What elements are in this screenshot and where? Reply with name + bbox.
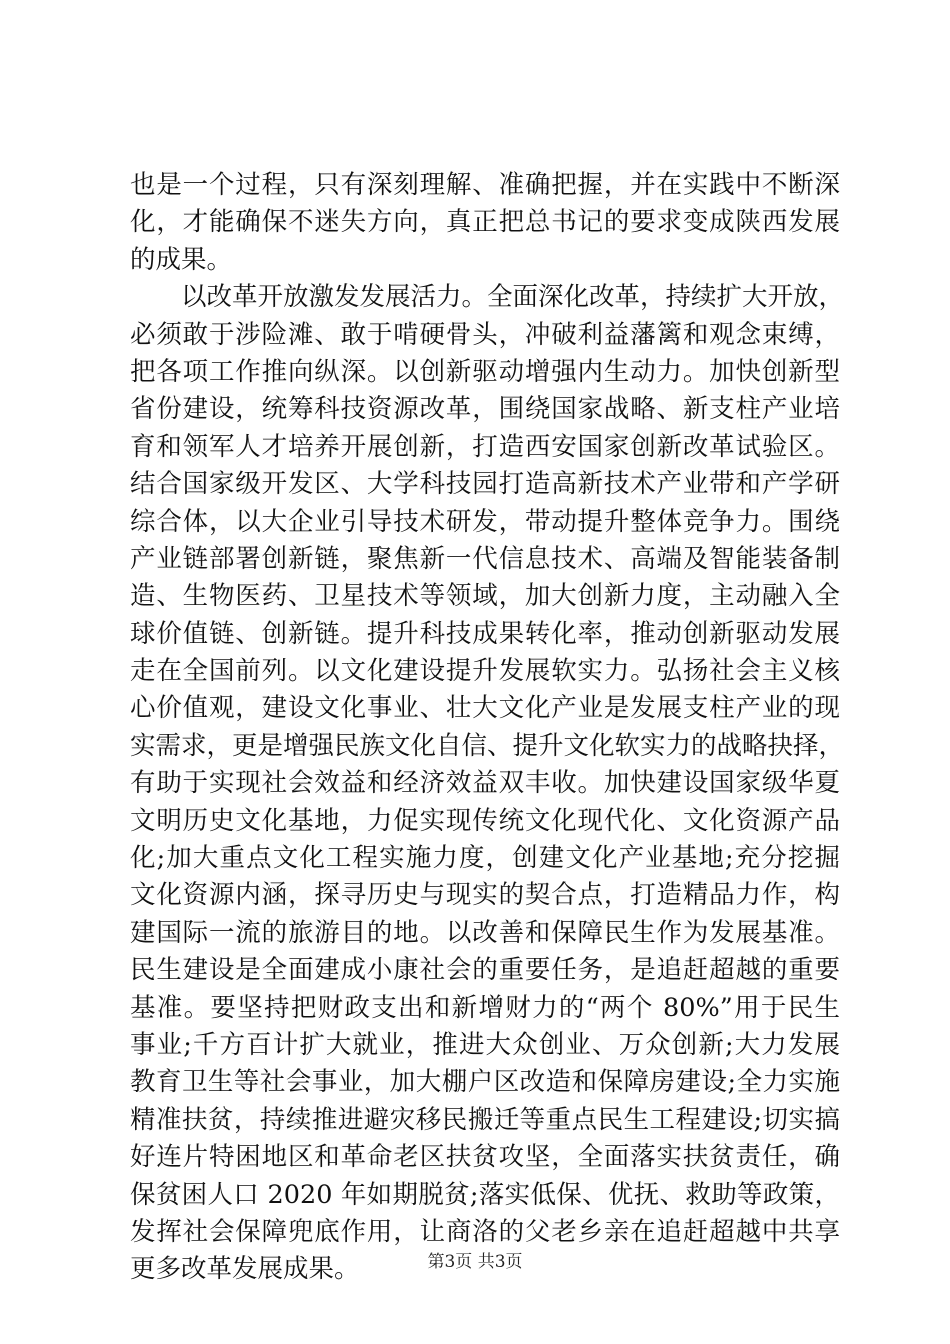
text-line: 教育卫生等社会事业，加大棚户区改造和保障房建设;全力实施 xyxy=(130,1067,840,1098)
text-line: 事业;千方百计扩大就业，推进大众创业、万众创新;大力发展 xyxy=(130,1029,840,1060)
text-line: 球价值链、创新链。提升科技成果转化率，推动创新驱动发展 xyxy=(130,618,840,649)
text-line: 化，才能确保不迷失方向，真正把总书记的要求变成陕西发展 xyxy=(130,207,840,238)
text-line: 走在全国前列。以文化建设提升发展软实力。弘扬社会主义核 xyxy=(130,656,840,687)
text-line: 把各项工作推向纵深。以创新驱动增强内生动力。加快创新型 xyxy=(130,356,840,387)
text-line: 文化资源内涵，探寻历史与现实的契合点，打造精品力作，构 xyxy=(130,880,840,911)
text-line: 化;加大重点文化工程实施力度，创建文化产业基地;充分挖掘 xyxy=(130,843,840,874)
text-line: 文明历史文化基地，力促实现传统文化现代化、文化资源产品 xyxy=(130,805,840,836)
text-line: 民生建设是全面建成小康社会的重要任务，是追赶超越的重要 xyxy=(130,955,840,986)
text-line: 心价值观，建设文化事业、壮大文化产业是发展支柱产业的现 xyxy=(130,693,840,724)
text-line: 必须敢于涉险滩、敢于啃硬骨头，冲破利益藩篱和观念束缚， xyxy=(130,319,840,350)
text-line: 产业链部署创新链，聚焦新一代信息技术、高端及智能装备制 xyxy=(130,543,840,574)
text-line: 保贫困人口 2020 年如期脱贫;落实低保、优抚、救助等政策， xyxy=(130,1179,840,1210)
text-line: 更多改革发展成果。 xyxy=(130,1254,360,1285)
text-line: 好连片特困地区和革命老区扶贫攻坚，全面落实扶贫责任，确 xyxy=(130,1142,840,1173)
text-line: 发挥社会保障兜底作用，让商洛的父老乡亲在追赶超越中共享 xyxy=(130,1216,840,1247)
text-line: 建国际一流的旅游目的地。以改善和保障民生作为发展基准。 xyxy=(130,917,840,948)
text-line: 综合体，以大企业引导技术研发，带动提升整体竞争力。围绕 xyxy=(130,506,840,537)
page-number-footer: 第3页 共3页 xyxy=(427,1252,523,1272)
text-line: 以改革开放激发发展活力。全面深化改革，持续扩大开放， xyxy=(130,282,845,313)
text-line: 也是一个过程，只有深刻理解、准确把握，并在实践中不断深 xyxy=(130,170,840,200)
text-line: 基准。要坚持把财政支出和新增财力的“两个 80%”用于民生 xyxy=(130,992,840,1023)
text-line: 的成果。 xyxy=(130,244,233,275)
text-line: 育和领军人才培养开展创新，打造西安国家创新改革试验区。 xyxy=(130,431,840,462)
text-line: 实需求，更是增强民族文化自信、提升文化软实力的战略抉择， xyxy=(130,730,845,761)
text-line: 省份建设，统筹科技资源改革，围绕国家战略、新支柱产业培 xyxy=(130,394,840,425)
text-line: 精准扶贫，持续推进避灾移民搬迁等重点民生工程建设;切实搞 xyxy=(130,1104,840,1135)
document-body xyxy=(130,167,845,1289)
text-line: 造、生物医药、卫星技术等领域，加大创新力度，主动融入全 xyxy=(130,581,840,612)
text-line: 结合国家级开发区、大学科技园打造高新技术产业带和产学研 xyxy=(130,469,840,500)
text-line: 有助于实现社会效益和经济效益双丰收。加快建设国家级华夏 xyxy=(130,768,840,799)
